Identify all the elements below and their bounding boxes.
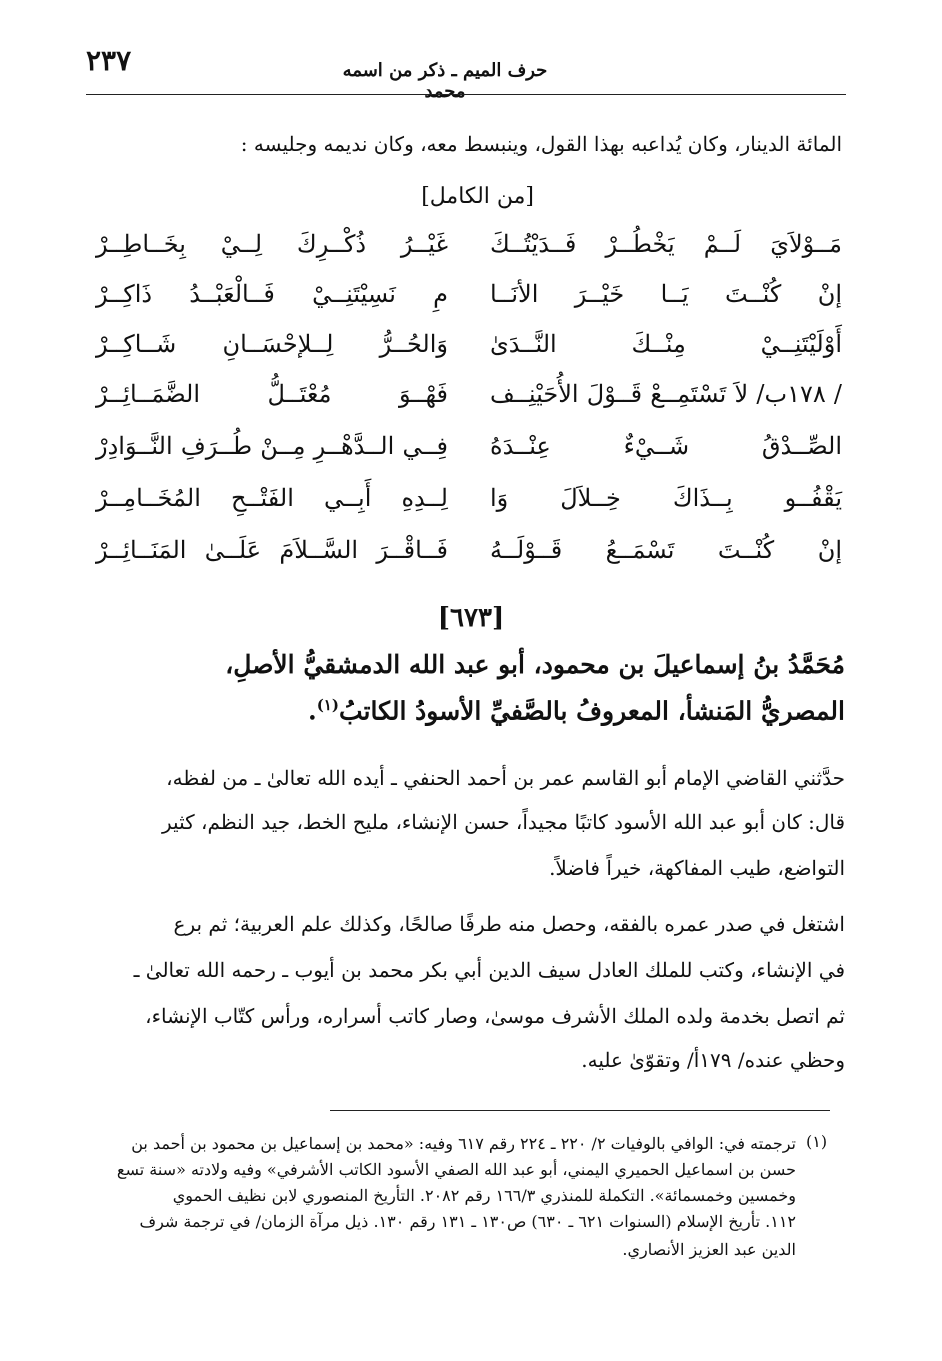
header-rule — [86, 94, 846, 95]
paragraph-2-line-4: وحظي عنده/ ١٧٩أ/ وتقوّىٰ عليه. — [581, 1048, 845, 1072]
footnote-ref[interactable]: (١) — [316, 696, 339, 714]
running-head: حرف الميم ـ ذكر من اسمه محمد — [342, 60, 548, 102]
verse-4-first: / ١٧٨ب/ لاَ تَسْتَمِــعْ قَــوْلَ الأُحَيْنِــف — [490, 380, 842, 408]
footnote-marker: (١) — [806, 1132, 828, 1151]
entry-title-period: . — [307, 696, 317, 726]
verse-5-first: الصِّــدْقُ شَــيْءٌ عِنْــدَهُ — [490, 432, 842, 460]
footnote-line-5: الدين عبد العزيز الأنصاري. — [622, 1240, 796, 1259]
intro-line: المائة الدينار، وكان يُداعبه بهذا القول، وينبسط معه، وكان نديمه وجليسه : — [240, 132, 842, 156]
verse-2-second: مِ نَسِيْتَنِــيْ فَــالْعَبْــدُ ذَاكِــرْ — [96, 280, 448, 308]
verse-7-first: إنْ كُنْــتَ تَسْمَــعُ قَــوْلَــهُ — [490, 536, 842, 564]
footnote-line-3: وخمسين وخمسمائة». التكملة للمنذري ١٦٦/٣ رقم ٢٠٨٢. التأريخ المنصوري لابن نظيف الحموي — [172, 1186, 796, 1205]
verse-3-second: وَالحُــرُّ لِــلإحْسَــانِ شَــاكِــرْ — [96, 330, 448, 358]
verse-2-first: إنْ كُنْــتَ يَــا خَيْــرَ الأنَــا — [490, 280, 842, 308]
paragraph-1-line-1: حدَّثني القاضي الإمام أبو القاسم عمر بن أحمد الحنفي ـ أيده الله تعالىٰ ـ من لفظه، — [166, 766, 845, 790]
footnote-rule — [330, 1110, 830, 1111]
entry-number: [٦٧٣] — [437, 603, 505, 633]
footnote-line-2: حسن بن اسماعيل الحميري اليمني، أبو عبد الله الصفي الأسود الكاتب الأشرفي» وفيه ولادته «سنة تسع — [116, 1160, 796, 1179]
verse-3-first: أَوْلَيْتَنِــيْ مِنْــكَ النَّــدَىٰ — [490, 330, 842, 358]
verse-7-second: فَــاقْــرَ السَّــلاَمَ عَلَــىٰ المَنَــائِــرْ — [96, 536, 448, 564]
verse-6-first: يَقْفُــو بِــذَاكَ خِــلاَلَ وَا — [490, 484, 842, 512]
verse-1-first: مَــوْلاَيَ لَــمْ يَخْطُــرْ فَــدَيْتُــكَ — [490, 230, 842, 258]
verse-5-second: فِــي الــدَّهْــرِ مِــنْ طُــرَفِ النَّــوَادِرْ — [96, 432, 448, 460]
verse-4-second: فَهْــوَ مُعْتَــلُّ الضَّمَــائِــرْ — [96, 380, 448, 408]
footnote-line-1: ترجمته في: الوافي بالوفيات ٢/ ٢٢٠ ـ ٢٢٤ رقم ٦١٧ وفيه: «محمد بن إسماعيل بن محمود بن أحمد بن — [131, 1134, 796, 1153]
footnote-line-4: ١١٢. تأريخ الإسلام (السنوات ٦٢١ ـ ٦٣٠) ص١٣٠ ـ ١٣١ رقم ١٣٠. ذيل مرآة الزمان/ في ترجمة شرف — [139, 1212, 796, 1231]
paragraph-2-line-1: اشتغل في صدر عمره بالفقه، وحصل منه طرفًا صالحًا، وكذلك علم العربية؛ ثم برع — [173, 912, 845, 936]
verse-1-second: غَيْــرُ ذُكْــرِكَ لِــيْ بِخَــاطِــرْ — [96, 230, 448, 258]
entry-title-text: المصريُّ المَنشأ، المعروفُ بالصَّفيِّ الأسودُ الكاتبُ — [338, 696, 845, 726]
entry-title-line-2 — [180, 696, 845, 725]
verse-6-second: لِــدِهِ أَبِــي الفَتْــحِ المُخَــامِــرْ — [96, 484, 448, 512]
poem-meter: [من الكامل] — [421, 184, 534, 209]
paragraph-1-line-3: التواضع، طيب المفاكهة، خيراً فاضلاً. — [549, 856, 845, 880]
paragraph-2-line-2: في الإنشاء، وكتب للملك العادل سيف الدين أبي بكر محمد بن أيوب ـ رحمه الله تعالىٰ ـ — [133, 958, 845, 982]
entry-title-line-1: مُحَمَّدُ بنُ إسماعيلَ بن محمود، أبو عبد الله الدمشقيُّ الأصلِ، — [225, 650, 845, 679]
paragraph-2-line-3: ثم اتصل بخدمة ولده الملك الأشرف موسىٰ، وصار كاتب أسراره، ورأس كتّاب الإنشاء، — [145, 1004, 845, 1028]
paragraph-1-line-2: قال: كان أبو عبد الله الأسود كاتبًا مجيداً، حسن الإنشاء، مليح الخط، جيد النظم، كثير — [162, 810, 845, 834]
page-number: ٢٣٧ — [86, 44, 132, 77]
